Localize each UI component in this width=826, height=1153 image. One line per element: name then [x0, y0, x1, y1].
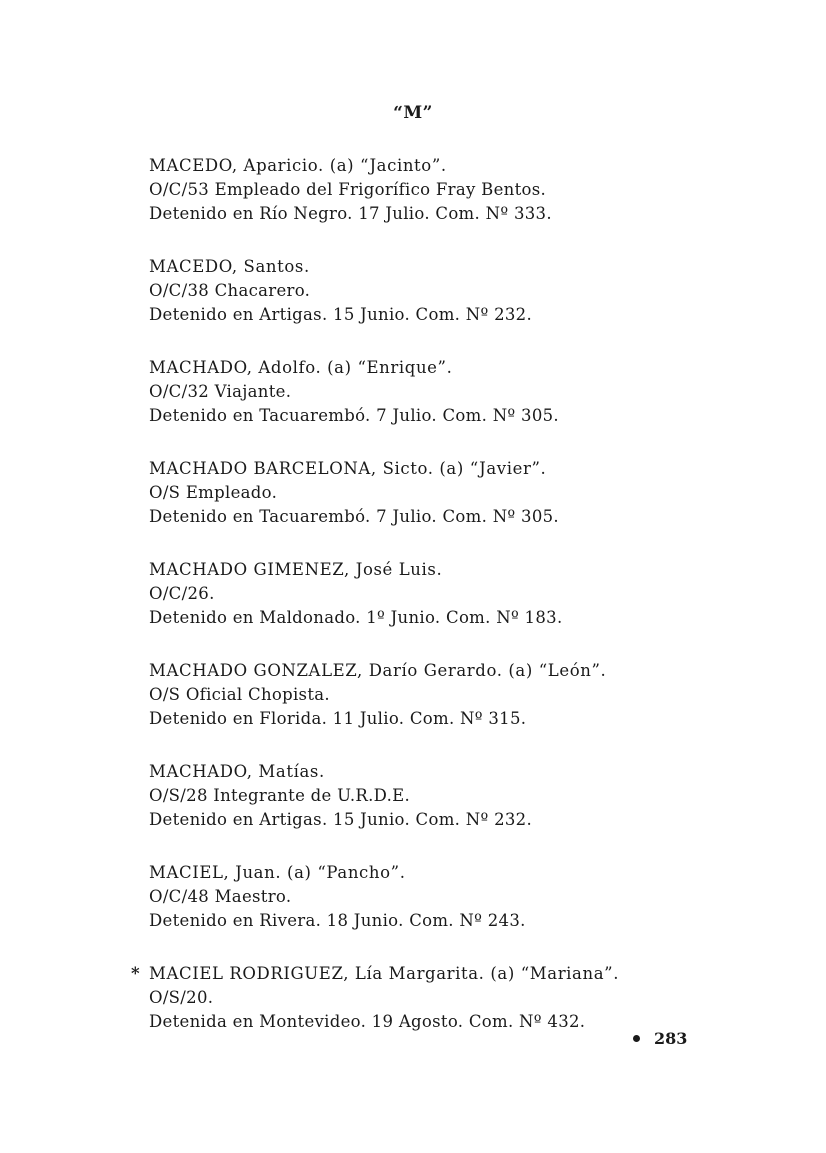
entry-name: MACHADO BARCELONA, Sicto. (a) “Javier”. [149, 459, 547, 478]
entry-detention: Detenido en Maldonado. 1º Junio. Com. Nº 183. [149, 608, 563, 627]
list-item [149, 255, 709, 327]
entry-name: MACHADO, Matías. [149, 762, 325, 781]
entry-status: O/C/32 Viajante. [149, 382, 292, 401]
entry-detention: Detenido en Río Negro. 17 Julio. Com. Nº 333. [149, 204, 552, 223]
entry-status: O/S/28 Integrante de U.R.D.E. [149, 786, 411, 805]
entry-detention: Detenido en Florida. 11 Julio. Com. Nº 315. [149, 709, 527, 728]
entry-name: MACHADO, Adolfo. (a) “Enrique”. [149, 358, 453, 377]
entry-detention: Detenida en Montevideo. 19 Agosto. Com. Nº 432. [149, 1012, 586, 1031]
entry-status: O/S Oficial Chopista. [149, 685, 330, 704]
list-item [131, 962, 709, 1034]
list-item [149, 659, 709, 731]
entry-detention: Detenido en Artigas. 15 Junio. Com. Nº 232. [149, 305, 533, 324]
list-item [149, 457, 709, 529]
entry-name: MACHADO GIMENEZ, José Luis. [149, 560, 443, 579]
entry-detention: Detenido en Artigas. 15 Junio. Com. Nº 232. [149, 810, 533, 829]
entry-status: O/S Empleado. [149, 483, 278, 502]
list-item [149, 861, 709, 933]
bullet-icon [633, 1035, 640, 1042]
entry-status: O/C/48 Maestro. [149, 887, 292, 906]
entry-status: O/S/20. [149, 988, 214, 1007]
entry-detention: Detenido en Rivera. 18 Junio. Com. Nº 243. [149, 911, 526, 930]
entry-name: MACEDO, Aparicio. (a) “Jacinto”. [149, 156, 447, 175]
section-letter-heading: “M” [393, 103, 433, 123]
list-item [149, 356, 709, 428]
entry-name: MACEDO, Santos. [149, 257, 310, 276]
entry-marker: * [131, 964, 140, 983]
entry-name: MACHADO GONZALEZ, Darío Gerardo. (a) “León”. [149, 661, 607, 680]
page-footer [633, 1027, 687, 1051]
entry-detention: Detenido en Tacuarembó. 7 Julio. Com. Nº 305. [149, 406, 559, 425]
list-item [149, 760, 709, 832]
entry-status: O/C/38 Chacarero. [149, 281, 311, 300]
page-number: 283 [654, 1029, 688, 1048]
list-item [149, 154, 709, 226]
entry-name: MACIEL, Juan. (a) “Pancho”. [149, 863, 406, 882]
entry-name: MACIEL RODRIGUEZ, Lía Margarita. (a) “Mariana”. [149, 964, 620, 983]
entry-status: O/C/53 Empleado del Frigorífico Fray Bentos. [149, 180, 547, 199]
entry-list [131, 154, 709, 1063]
entry-detention: Detenido en Tacuarembó. 7 Julio. Com. Nº 305. [149, 507, 559, 526]
list-item [149, 558, 709, 630]
entry-status: O/C/26. [149, 584, 215, 603]
